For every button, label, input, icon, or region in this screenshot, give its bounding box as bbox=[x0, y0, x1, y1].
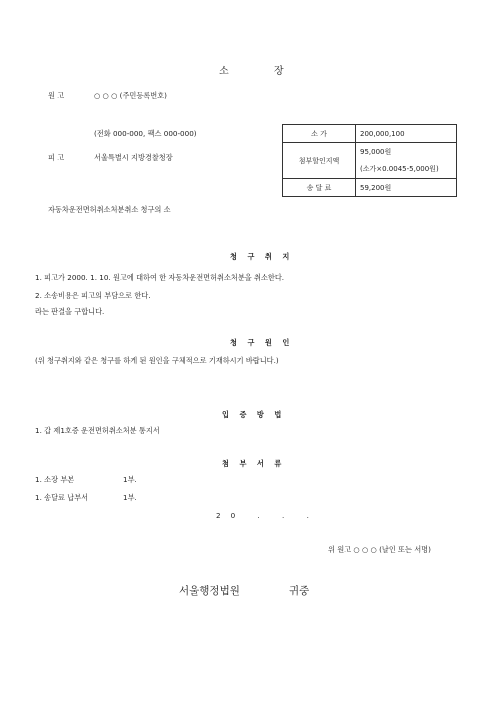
signature-line: 위 원고 ○ ○ ○ (날인 또는 서명) bbox=[328, 545, 431, 554]
attachment-2-name: 1. 송달료 납부서 bbox=[35, 493, 89, 502]
document-title-right: 장 bbox=[274, 66, 284, 77]
attachment-1-name: 1. 소장 부본 bbox=[35, 475, 75, 484]
claim-cause-heading: 청 구 원 인 bbox=[230, 338, 294, 347]
plaintiff-name: ○ ○ ○ (주민등록번호) bbox=[94, 91, 167, 100]
court-name: 서울행정법원 bbox=[179, 585, 240, 597]
fee-row-stamp bbox=[283, 143, 457, 161]
stamp-fee-formula: (소가×0.0045-5,000원) bbox=[356, 161, 457, 179]
claim-amount-label: 소 가 bbox=[283, 125, 356, 143]
attachment-1-qty: 1부. bbox=[123, 475, 137, 484]
stamp-fee-label: 첨부할인지액 bbox=[283, 143, 356, 179]
attachment-2-qty: 1부. bbox=[123, 493, 137, 502]
claim-purpose-line-3: 라는 판결을 구합니다. bbox=[35, 307, 105, 316]
fee-table bbox=[282, 124, 457, 197]
date-line: 20 . . . bbox=[216, 511, 319, 520]
service-fee-label: 송 달 료 bbox=[283, 179, 356, 197]
service-fee-value: 59,200원 bbox=[356, 179, 457, 197]
stamp-fee-value: 95,000원 bbox=[356, 143, 457, 161]
claim-purpose-heading: 청 구 취 지 bbox=[230, 252, 294, 261]
claim-purpose-line-1: 1. 피고가 2000. 1. 10. 원고에 대하여 한 자동차운전면허취소처분을 취소한다. bbox=[35, 273, 285, 282]
fee-row-service bbox=[283, 179, 457, 197]
attachments-heading: 첨 부 서 류 bbox=[222, 459, 286, 468]
evidence-item-1: 1. 갑 제1호증 운전면허취소처분 통지서 bbox=[35, 426, 160, 435]
claim-amount-value: 200,000,100 bbox=[356, 125, 457, 143]
document-title-left: 소 bbox=[219, 66, 229, 77]
claim-cause-note: (위 청구취지와 같은 청구를 하게 된 원인을 구체적으로 기재하시기 바랍니다.) bbox=[35, 356, 279, 365]
case-name: 자동차운전면허취소처분취소 청구의 소 bbox=[48, 205, 171, 214]
claim-purpose-line-2: 2. 소송비용은 피고의 부담으로 한다. bbox=[35, 291, 151, 300]
defendant-label: 피 고 bbox=[48, 153, 65, 162]
fee-row-claim bbox=[283, 125, 457, 143]
plaintiff-label: 원 고 bbox=[48, 91, 65, 100]
plaintiff-contact: (전화 000-000, 팩스 000-000) bbox=[94, 129, 197, 138]
defendant-name: 서울특별시 지방경찰청장 bbox=[94, 153, 173, 162]
evidence-heading: 입 증 방 법 bbox=[222, 410, 286, 419]
court-suffix: 귀중 bbox=[289, 585, 310, 597]
